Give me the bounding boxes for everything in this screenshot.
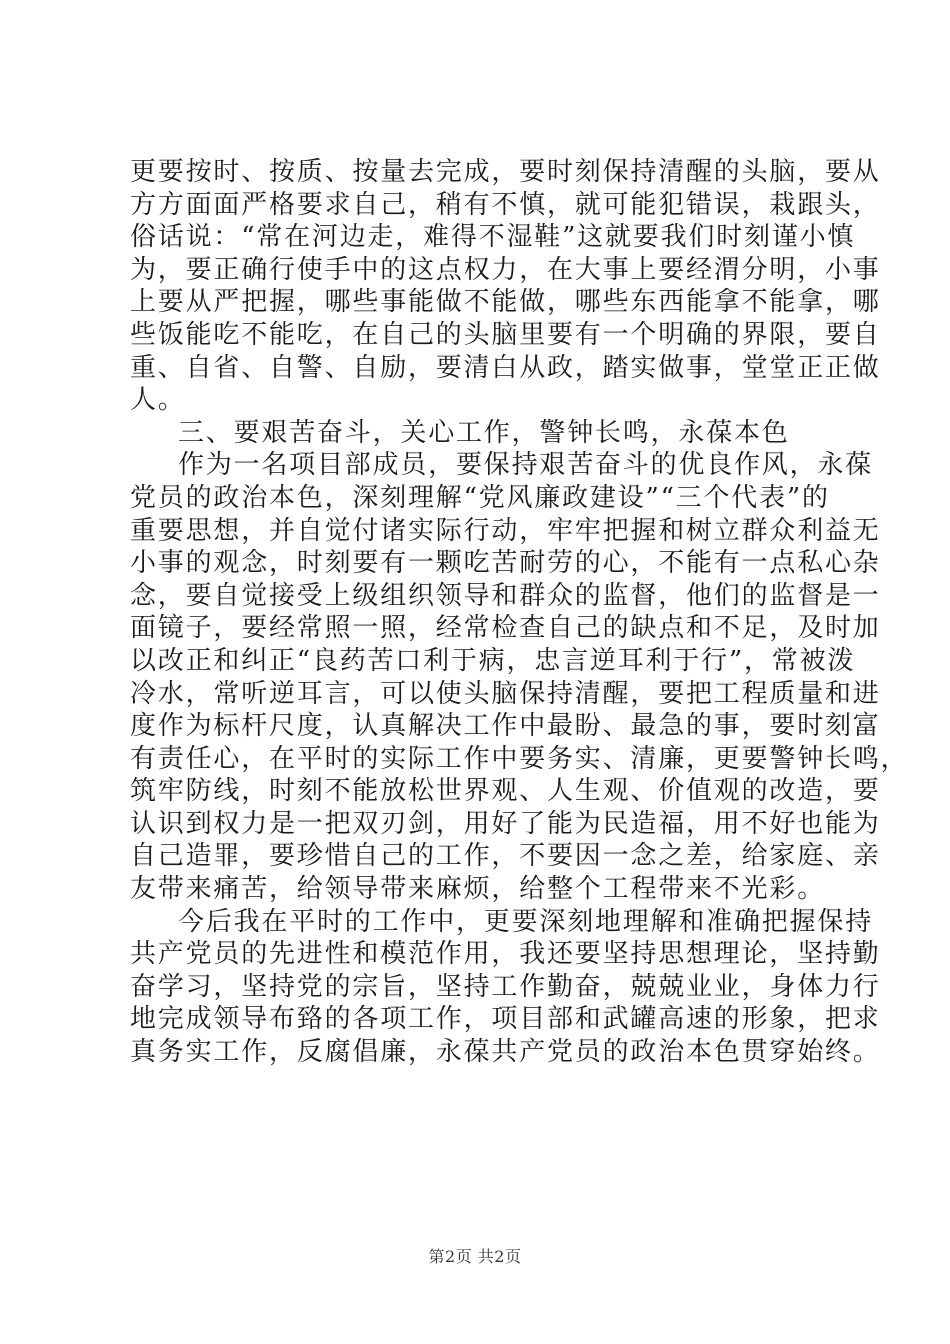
text-line: 认识到权力是一把双刃剑，用好了能为民造福，用不好也能为 xyxy=(130,808,881,839)
text-line: 重要思想，并自觉付诸实际行动，牢牢把握和树立群众利益无 xyxy=(130,515,881,546)
text-line: 共产党员的先进性和模范作用，我还要坚持思想理论，坚持勤 xyxy=(130,939,881,970)
text-line: 重、自省、自警、自励，要清白从政，踏实做事，堂堂正正做 xyxy=(130,352,881,383)
text-line: 更要按时、按质、按量去完成，要时刻保持清醒的头脑，要从 xyxy=(130,157,881,187)
text-line: 有责任心，在平时的实际工作中要务实、清廉，更要警钟长鸣， xyxy=(130,743,909,774)
text-line: 以改正和纠正“良药苦口利于病，忠言逆耳利于行”，常被泼 xyxy=(130,645,856,676)
text-line: 些饭能吃不能吃，在自己的头脑里要有一个明确的界限，要自 xyxy=(130,319,881,350)
text-line: 自己造罪，要珍惜自己的工作，不要因一念之差，给家庭、亲 xyxy=(130,841,881,872)
text-line: 面镜子，要经常照一照，经常检查自己的缺点和不足，及时加 xyxy=(130,613,881,644)
text-line: 友带来痛苦，给领导带来麻烦，给整个工程带来不光彩。 xyxy=(130,874,826,905)
text-line: 今后我在平时的工作中，更要深刻地理解和准确把握保持 xyxy=(178,906,874,937)
text-line: 筑牢防线，时刻不能放松世界观、人生观、价值观的改造，要 xyxy=(130,776,881,807)
text-line: 上要从严把握，哪些事能做不能做，哪些东西能拿不能拿，哪 xyxy=(130,287,881,318)
text-line: 小事的观念，时刻要有一颗吃苦耐劳的心，不能有一点私心杂 xyxy=(130,548,881,579)
text-line: 党员的政治本色，深刻理解“党风廉政建设”“三个代表”的 xyxy=(130,482,830,513)
text-line: 作为一名项目部成员，要保持艰苦奋斗的优良作风，永葆 xyxy=(178,450,874,481)
text-line: 人。 xyxy=(130,385,186,416)
text-line: 俗话说：“常在河边走，难得不湿鞋”这就要我们时刻谨小慎 xyxy=(130,222,856,253)
section-heading: 三、要艰苦奋斗，关心工作，警钟长鸣，永葆本色 xyxy=(178,417,790,448)
text-line: 方方面面严格要求自己，稍有不慎，就可能犯错误，栽跟头， xyxy=(130,189,881,220)
text-line: 冷水，常听逆耳言，可以使头脑保持清醒，要把工程质量和进 xyxy=(130,678,881,709)
document-body xyxy=(130,156,909,1069)
text-line: 真务实工作，反腐倡廉，永葆共产党员的政治本色贯穿始终。 xyxy=(130,1037,881,1068)
text-line: 奋学习，坚持党的宗旨，坚持工作勤奋，兢兢业业，身体力行 xyxy=(130,971,881,1002)
text-line: 念，要自觉接受上级组织领导和群众的监督，他们的监督是一 xyxy=(130,580,881,611)
text-line: 为，要正确行使手中的这点权力，在大事上要经渭分明，小事 xyxy=(130,254,881,285)
text-line: 地完成领导布臵的各项工作，项目部和武罐高速的形象，把求 xyxy=(130,1004,881,1035)
text-line: 度作为标杆尺度，认真解决工作中最盼、最急的事，要时刻富 xyxy=(130,711,881,742)
page-number-footer: 第2页 共2页 xyxy=(428,1247,522,1266)
